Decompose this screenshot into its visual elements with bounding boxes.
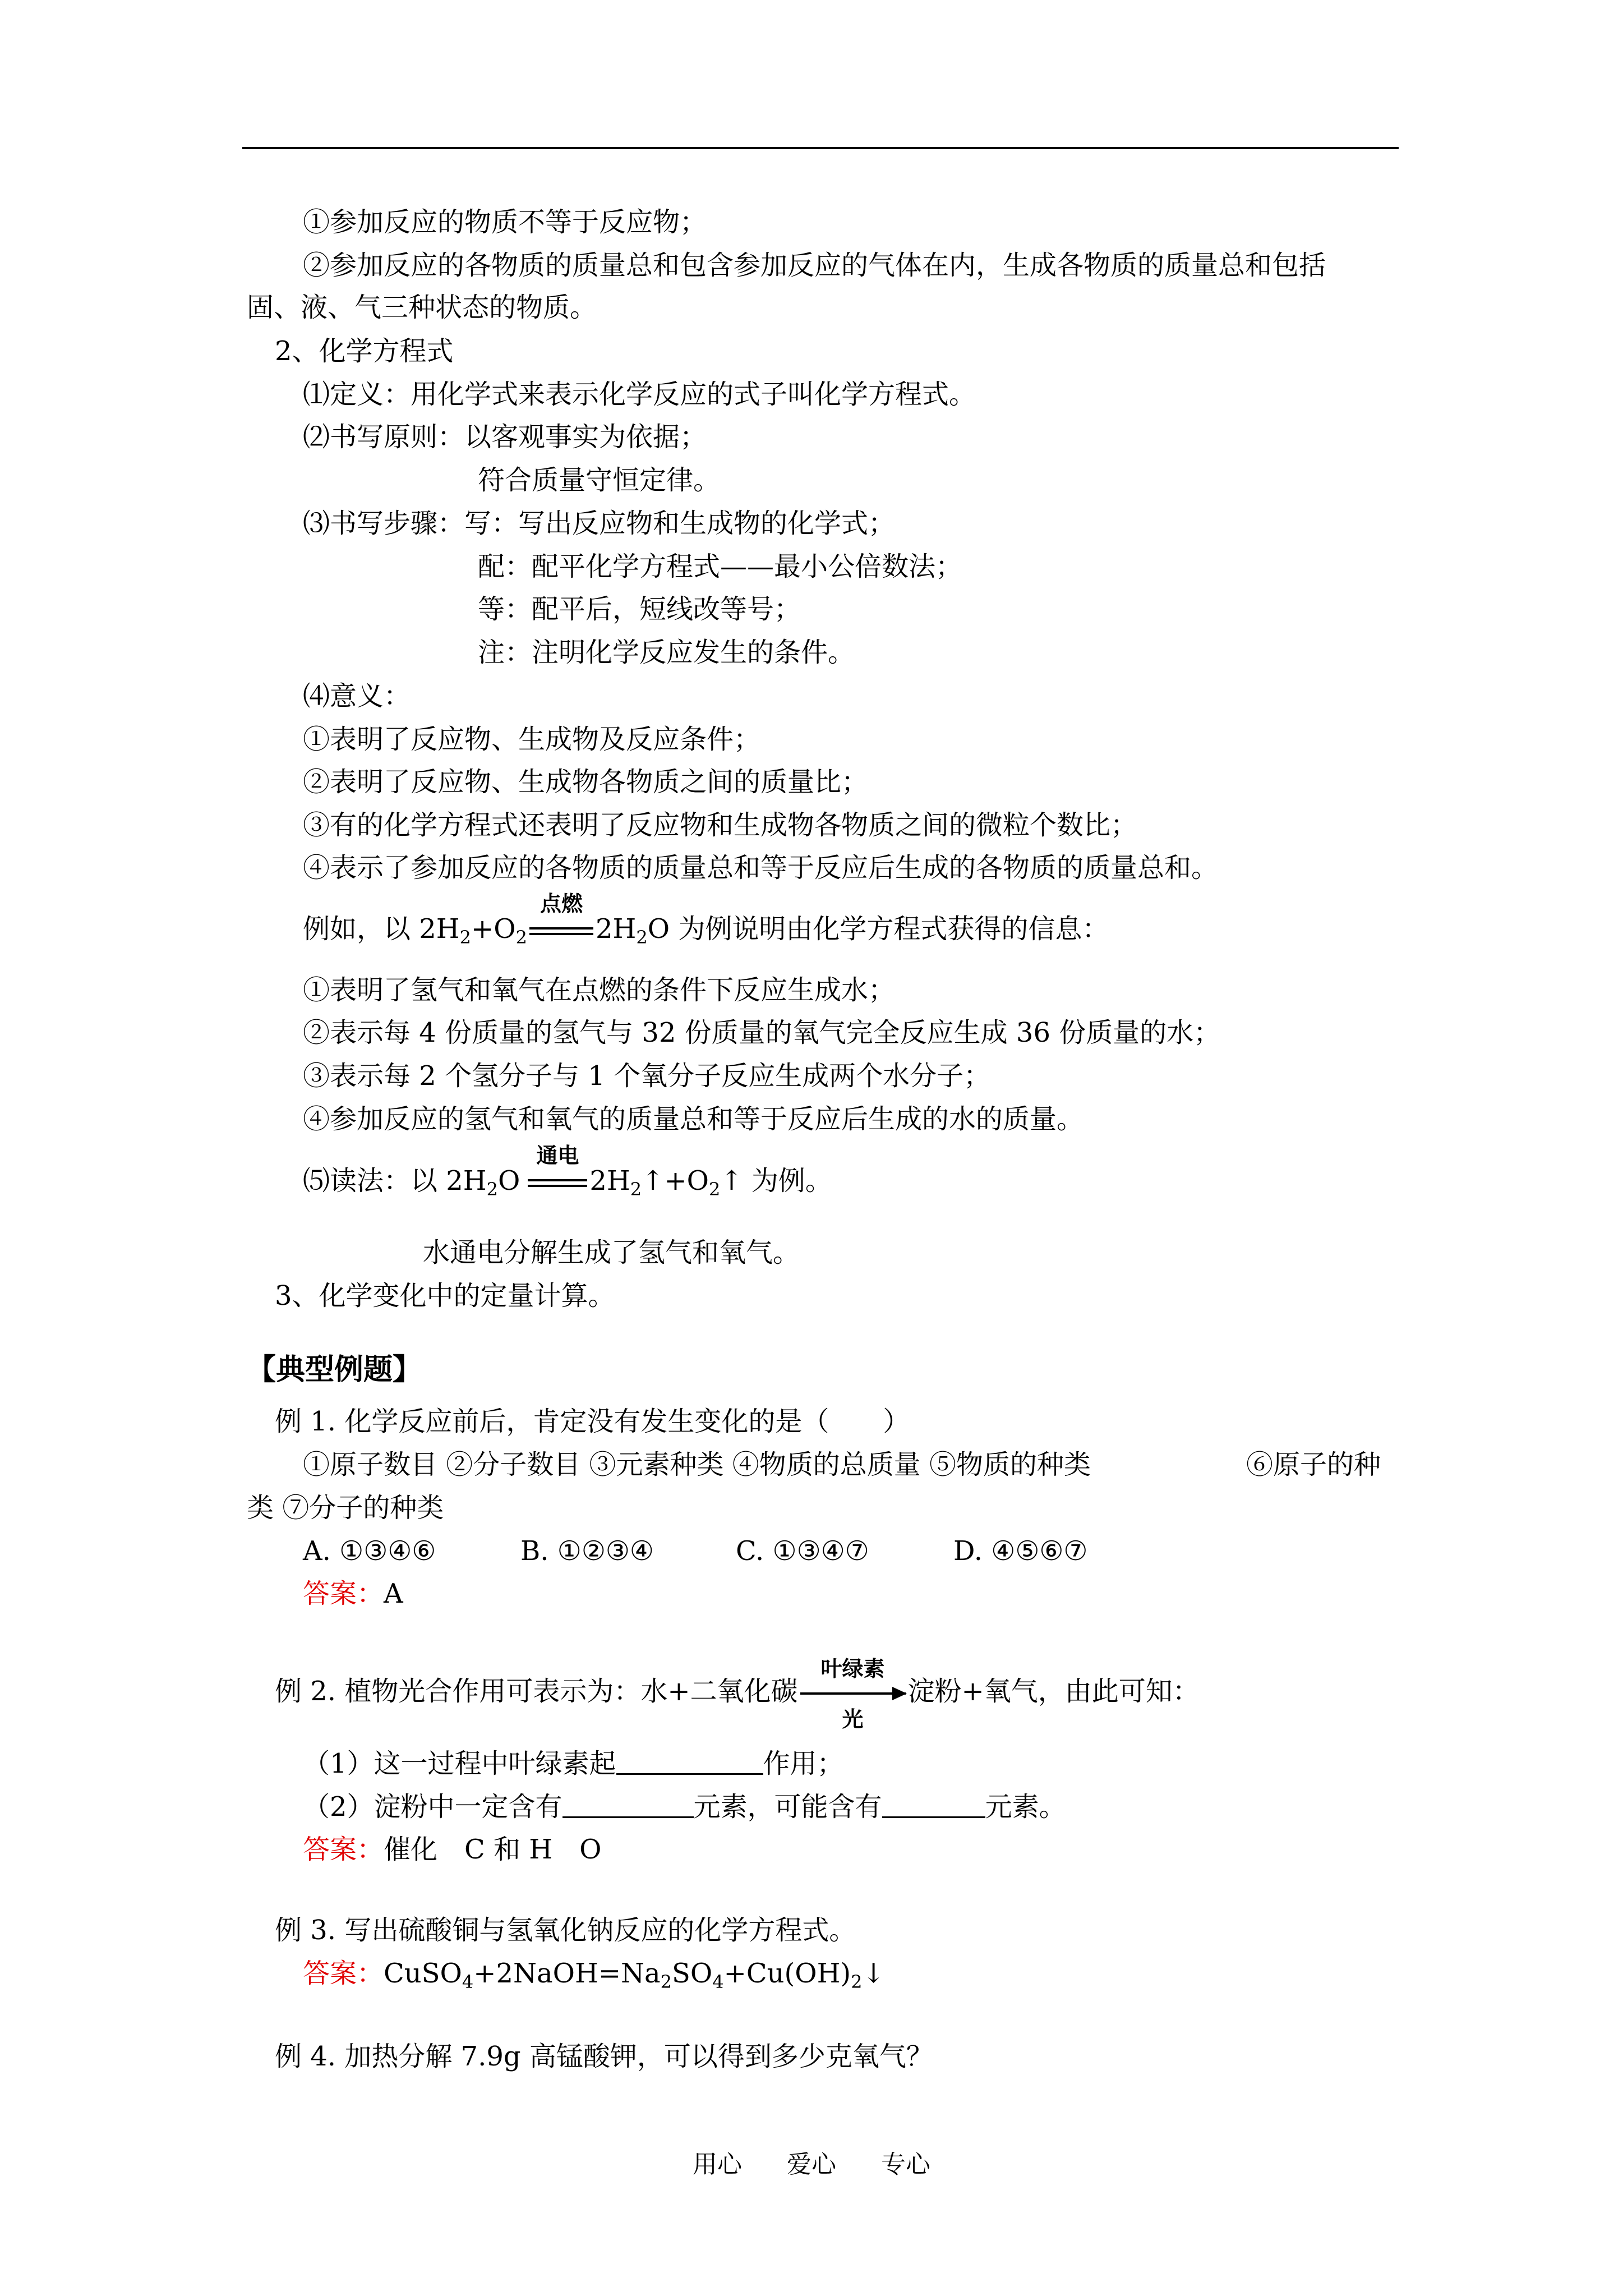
blank-2[interactable] xyxy=(562,1792,694,1818)
ignition-condition: 点燃 xyxy=(529,927,593,935)
q1-option-b: B. ①②③④ xyxy=(520,1535,654,1567)
step-1: ⑶书写步骤：写：写出反应物和生成物的化学式； xyxy=(303,508,896,539)
q1-option-c: C. ①③④⑦ xyxy=(736,1535,869,1567)
q1-items-line-2: 类 ⑦分子的种类 xyxy=(247,1492,444,1524)
meaning-2: ②表明了反应物、生成物各物质之间的质量比； xyxy=(303,766,869,798)
typical-examples-heading: 【典型例题】 xyxy=(247,1353,422,1387)
q2-answer: 答案：催化 C 和 H O xyxy=(303,1834,602,1865)
example-info-1: ①表明了氢气和氧气在点燃的条件下反应生成水； xyxy=(303,974,896,1006)
example-equation: 例如，以 $2H_2+O_2$ 点燃 $2H_2O$ 为例说明由化学方程式获得的信息： xyxy=(303,891,1109,948)
electrolysis-condition: 通电 xyxy=(528,1179,587,1187)
example-info-3: ③表示每 2 个氢分子与 1 个氧分子反应生成两个水分子； xyxy=(303,1060,991,1092)
photosynthesis-arrow: 叶绿素 光 xyxy=(800,1692,906,1695)
page-footer: 用心 爱心 专心 xyxy=(693,2150,930,2179)
section-2-title: 2、化学方程式 xyxy=(275,335,454,367)
example-info-2: ②表示每 4 份质量的氢气与 32 份质量的氧气完全反应生成 36 份质量的水； xyxy=(303,1017,1221,1048)
header-rule xyxy=(242,147,1399,149)
definition: ⑴定义：用化学式来表示化学反应的式子叫化学方程式。 xyxy=(303,379,976,410)
q2-sub-1: （1）这一过程中叶绿素起 作用； xyxy=(303,1748,844,1779)
reading-equation: ⑸读法：以 $2H_2O$ 通电 $2H_2↑+O_2↑$ 为例。 xyxy=(303,1143,832,1200)
q1-items: ①原子数目 ②分子数目 ③元素种类 ④物质的总质量 ⑤物质的种类 xyxy=(303,1449,1091,1480)
q1-items-cont: ⑥原子的种 xyxy=(1246,1449,1381,1480)
step-3: 等：配平后，短线改等号； xyxy=(478,593,801,625)
blank-1[interactable] xyxy=(616,1749,763,1775)
point-2-line-2: 固、液、气三种状态的物质。 xyxy=(247,292,597,323)
q4-stem: 例 4. 加热分解 7.9g 高锰酸钾，可以得到多少克氧气？ xyxy=(275,2041,933,2072)
point-1: ①参加反应的物质不等于反应物； xyxy=(303,206,707,238)
point-2-line-1: ②参加反应的各物质的质量总和包含参加反应的气体在内，生成各物质的质量总和包括 xyxy=(303,250,1326,281)
meaning-1: ①表明了反应物、生成物及反应条件； xyxy=(303,724,761,755)
step-4: 注：注明化学反应发生的条件。 xyxy=(478,637,855,668)
meaning-3: ③有的化学方程式还表明了反应物和生成物各物质之间的微粒个数比； xyxy=(303,809,1138,841)
q1-option-d: D. ④⑤⑥⑦ xyxy=(953,1535,1088,1567)
principle-1: ⑵书写原则：以客观事实为依据； xyxy=(303,421,707,453)
section-3-title: 3、化学变化中的定量计算。 xyxy=(275,1280,615,1312)
principle-2: 符合质量守恒定律。 xyxy=(478,464,721,496)
q1-answer: 答案：A xyxy=(303,1578,403,1609)
meaning-4: ④表示了参加反应的各物质的质量总和等于反应后生成的各物质的质量总和。 xyxy=(303,852,1219,884)
reading-text: 水通电分解生成了氢气和氧气。 xyxy=(423,1237,800,1268)
q2-stem: 例 2. 植物光合作用可表示为：水+二氧化碳 叶绿素 光 淀粉+氧气，由此可知： xyxy=(275,1656,1200,1732)
meaning-title: ⑷意义： xyxy=(303,680,411,712)
q3-stem: 例 3. 写出硫酸铜与氢氧化钠反应的化学方程式。 xyxy=(275,1915,856,1946)
blank-3[interactable] xyxy=(882,1792,985,1818)
q3-answer: 答案：$CuSO_4+2NaOH=Na_2SO_4+Cu(OH)_2↓$ xyxy=(303,1958,885,1993)
q2-sub-2: （2）淀粉中一定含有 元素，可能含有 元素。 xyxy=(303,1791,1066,1823)
q1-stem: 例 1. 化学反应前后，肯定没有发生变化的是（ ） xyxy=(275,1406,910,1437)
q1-option-a: A. ①③④⑥ xyxy=(303,1535,436,1567)
step-2: 配：配平化学方程式——最小公倍数法； xyxy=(478,551,963,582)
example-info-4: ④参加反应的氢气和氧气的质量总和等于反应后生成的水的质量。 xyxy=(303,1103,1084,1135)
